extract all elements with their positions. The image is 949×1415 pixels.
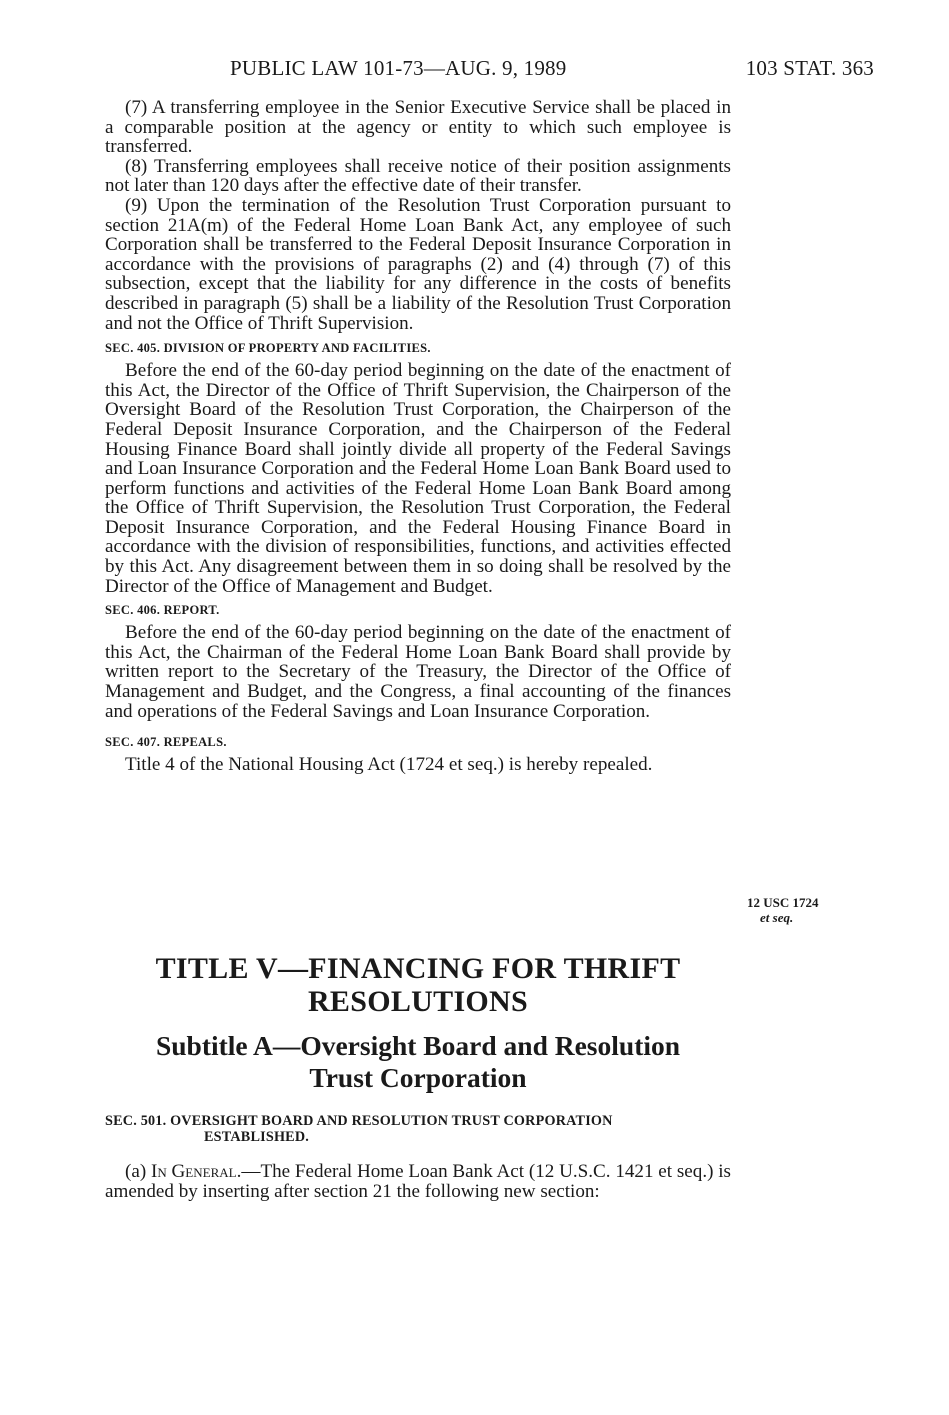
running-header [230,56,880,86]
sec-405-heading: SEC. 405. DIVISION OF PROPERTY AND FACILITIES. [105,341,431,356]
sec-501-body [105,1162,731,1201]
sec-407-text: Title 4 of the National Housing Act (1724 et seq.) is hereby repealed. [125,754,653,776]
sec-501-heading-line-1: SEC. 501. OVERSIGHT BOARD AND RESOLUTION TRUST CORPORATION [105,1113,613,1129]
subtitle-a-heading [105,1030,731,1094]
sec-406-heading: SEC. 406. REPORT. [105,603,220,618]
sec-405-text: Before the end of the 60-day period beginning on the date of the enactment of this Act, the Director of the Office of Thrift Supervision, the Chairperson of the Oversight Board of the Resolution Trust Corporation, the Chairperson of the Federal Deposit Insurance Corporation, and the Chairperson of the Federal Housing Finance Board shall jointly divide all property of the Federal Savings and Loan Insurance Corporation and the Federal Home Loan Bank Board used to perform functions and activities of the Federal Home Loan Bank Board among the Office of Thrift Supervision, the Resolution Trust Corporation, the Federal Deposit Insurance Corporation, and the Federal Housing Finance Board in accordance with the division of responsibilities, functions, and activities effected by this Act. Any disagreement between them in so doing shall be resolved by the Director of the Office of Management and Budget. [105,360,731,597]
sec-501-label-prefix: (a) [125,1161,151,1182]
title-v-line-1: TITLE V—FINANCING FOR THRIFT [155,952,681,985]
sec-501-label-caps: In General [150,1161,237,1182]
paragraph-9: (9) Upon the termination of the Resolution Trust Corporation pursuant to section 21A(m) of the Federal Home Loan Bank Act, any employee of such Corporation shall be transferred to the Federal Deposit Insurance Corporation in accordance with the provisions of paragraphs (2) and (4) through (7) of this subsection, except that the liability for any difference in the costs of benefits described in paragraph (5) shall be a liability of the Resolution Trust Corporation and not the Office of Thrift Supervision. [105,194,731,334]
sec-407-heading: SEC. 407. REPEALS. [105,735,227,750]
margin-citation [747,895,857,925]
sec-501-heading [105,1113,731,1145]
margin-citation-et-seq: et seq. [760,910,794,925]
title-v-line-2: RESOLUTIONS [307,985,529,1018]
sec-501-label-dash: .— [236,1161,261,1182]
sec-501-heading-line-2: ESTABLISHED. [204,1129,310,1145]
title-v-heading [105,952,731,1018]
paragraph-8: (8) Transferring employees shall receive notice of their position assignments not later than 120 days after the effective date of their transfer. [105,155,731,197]
sec-501-subsection-a [105,1162,731,1201]
paragraph-7: (7) A transferring employee in the Senior Executive Service shall be placed in a comparable position at the agency or entity to which such employee is transferred. [105,97,731,158]
header-public-law: PUBLIC LAW 101-73—AUG. 9, 1989 [230,56,567,80]
subtitle-a-line-1: Subtitle A—Oversight Board and Resolution [155,1030,681,1061]
subtitle-a-line-2: Trust Corporation [309,1062,527,1093]
header-stat-page: 103 STAT. 363 [745,56,874,80]
margin-citation-usc: 12 USC 1724 [747,895,819,910]
main-text-column [105,98,731,775]
sec-501-text: The Federal Home Loan Bank Act (12 U.S.C. 1421 et seq.) is amended by inserting after section 21 the following new section: [105,1161,731,1202]
sec-406-text: Before the end of the 60-day period beginning on the date of the enactment of this Act, the Chairman of the Federal Home Loan Bank Board shall provide by written report to the Secretary of the Treasury, the Director of the Office of Management and Budget, and the Congress, a final accounting of the finances and operations of the Federal Savings and Loan Insurance Corporation. [105,622,731,722]
